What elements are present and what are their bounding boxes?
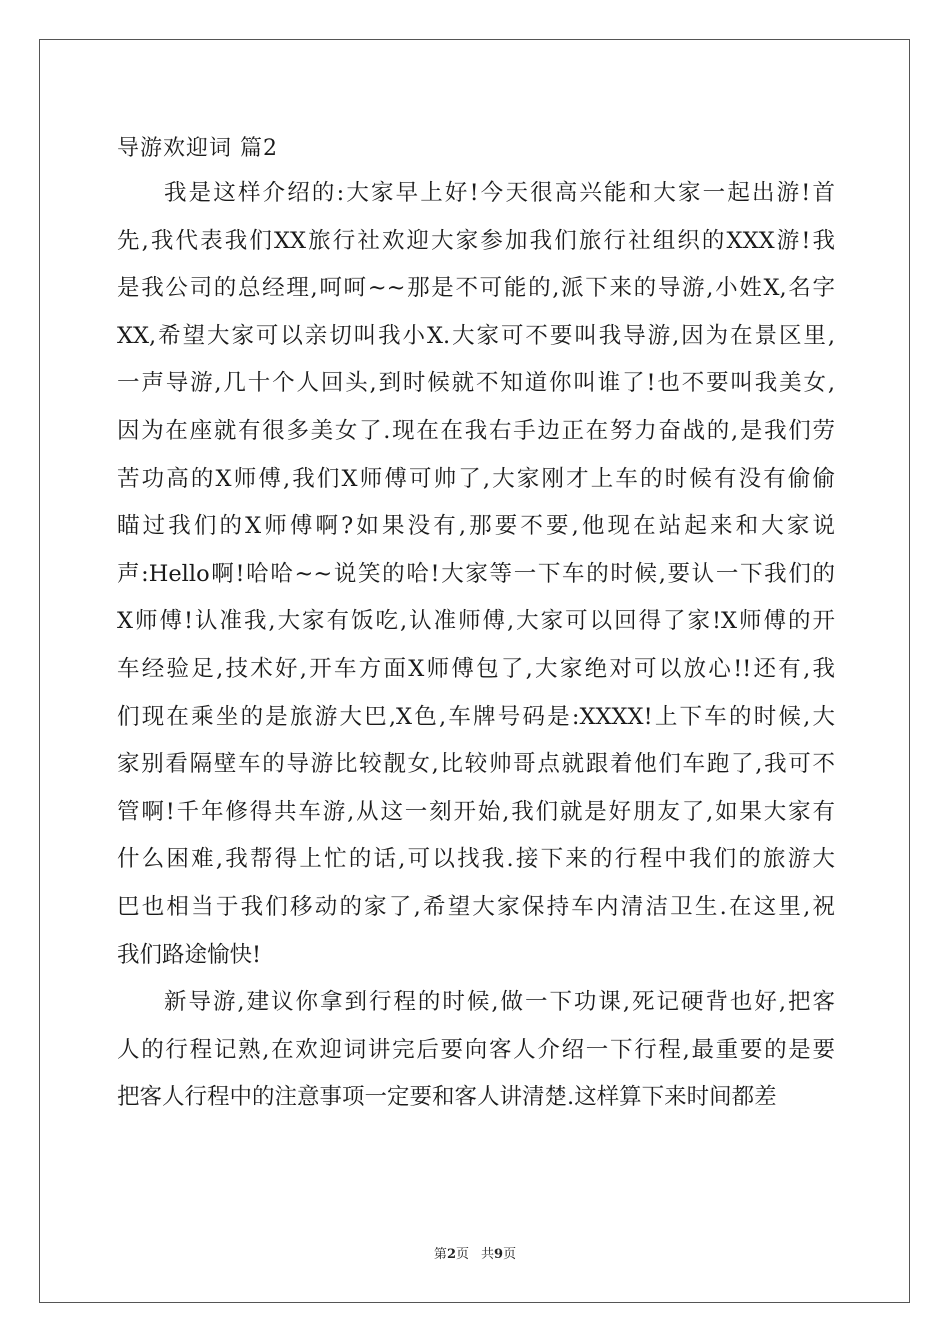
text-line: 瞄过我们的X师傅啊?如果没有,那要不要,他现在站起来和大家说 [117,513,835,540]
text-line: 巴也相当于我们移动的家了,希望大家保持车内清洁卫生.在这里,祝 [117,893,835,920]
total-suffix: 页 [503,1247,517,1262]
text-line: 我是这样介绍的:大家早上好!今天很高兴能和大家一起出游!首 [164,180,835,206]
text-line: 人的行程记熟,在欢迎词讲完后要向客人介绍一下行程,最重要的是要 [117,1036,835,1063]
document-title: 导游欢迎词 篇2 [117,136,278,161]
text-line: 车经验足,技术好,开车方面X师傅包了,大家绝对可以放心!!还有,我 [117,655,835,682]
text-line: 一声导游,几十个人回头,到时候就不知道你叫谁了!也不要叫我美女, [117,370,835,397]
text-line: 先,我代表我们XX旅行社欢迎大家参加我们旅行社组织的XXX游!我 [117,227,835,254]
paragraph [117,979,835,1122]
text-line: XX,希望大家可以亲切叫我小X.大家可不要叫我导游,因为在景区里, [117,322,835,349]
text-line: 是我公司的总经理,呵呵~~那是不可能的,派下来的导游,小姓X,名字 [117,275,835,302]
text-line: 苦功高的X师傅,我们X师傅可帅了,大家刚才上车的时候有没有偷偷 [117,465,835,492]
total-prefix: 共 [481,1247,495,1262]
page-label: 页 [455,1247,469,1262]
paragraph [117,170,835,979]
total-page-number: 9 [494,1247,504,1262]
paragraphs-container [117,170,835,1122]
text-line: 家别看隔壁车的导游比较靓女,比较帅哥点就跟着他们车跑了,我可不 [117,751,835,778]
current-page-number: 2 [446,1247,456,1262]
document-body [117,128,835,1122]
text-line: 新导游,建议你拿到行程的时候,做一下功课,死记硬背也好,把客 [164,989,835,1016]
text-line: 我们路途愉快! [117,941,262,968]
text-line: X师傅!认准我,大家有饭吃,认准师傅,大家可以回得了家!X师傅的开 [117,608,835,635]
text-line: 因为在座就有很多美女了.现在在我右手边正在努力奋战的,是我们劳 [117,417,835,444]
text-line: 们现在乘坐的是旅游大巴,X色,车牌号码是:XXXX!上下车的时候,大 [117,703,835,730]
text-line: 声:Hello啊!哈哈~~说笑的哈!大家等一下车的时候,要认一下我们的 [117,560,835,587]
text-line: 把客人行程中的注意事项一定要和客人讲清楚.这样算下来时间都差 [117,1084,777,1111]
page-prefix: 第 [433,1247,447,1262]
text-line: 管啊!千年修得共车游,从这一刻开始,我们就是好朋友了,如果大家有 [117,798,835,825]
text-line: 什么困难,我帮得上忙的话,可以找我.接下来的行程中我们的旅游大 [117,846,835,873]
page-footer [0,1246,950,1264]
